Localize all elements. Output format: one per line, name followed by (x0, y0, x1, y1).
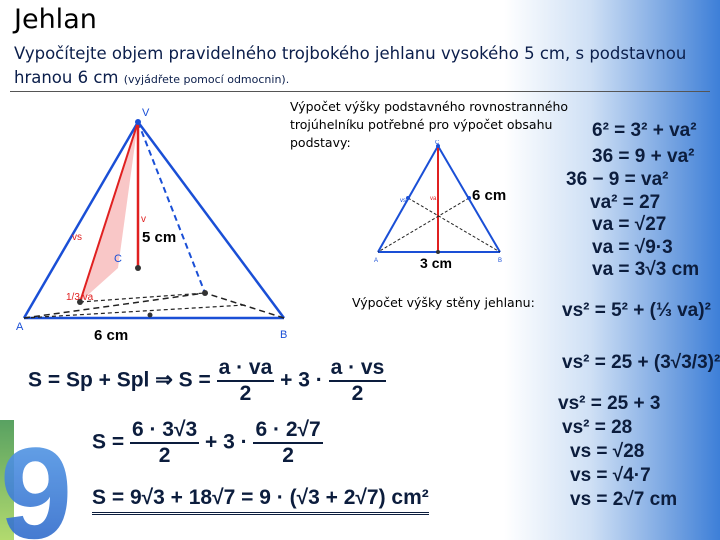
surface-eq1-frac2 (329, 356, 387, 406)
vs-equation-7: vs = 2√7 cm (570, 489, 678, 510)
va-equation-5: va = √27 (592, 214, 667, 235)
va-equation-4: va² = 27 (590, 192, 661, 213)
note-base-height: Výpočet výšky podstavného rovnostranného trojúhelníku potřebné pro výpočet obsahu podstavy: (290, 99, 569, 150)
va-equation-7: va = 3√3 cm (592, 259, 700, 280)
surface-equation-3: S = 9√3 + 18√7 = 9 · (√3 + 2√7) cm² (92, 486, 429, 515)
vs-equation-5: vs = √28 (570, 441, 645, 462)
task-hint: (vyjádřete pomocí odmocnin). (123, 73, 290, 86)
vs-equation-4: vs² = 28 (562, 417, 633, 438)
tri-label-side: 6 cm (472, 187, 507, 204)
surface-eq2-lhs: S = (92, 430, 125, 454)
surface-equation-2 (92, 418, 323, 468)
va-equation-2: 36 = 9 + va² (592, 146, 695, 167)
pyramid-figure (10, 100, 300, 345)
surface-eq2-frac1 (130, 418, 199, 468)
divider (10, 91, 710, 92)
label-v: v (141, 214, 146, 225)
surface-eq1-plus: + 3 · (280, 368, 323, 392)
label-vs: vs (72, 232, 82, 243)
tri-label-base: 3 cm (420, 255, 452, 268)
label-third: 1/3 va (66, 292, 94, 303)
surface-eq2-frac2-num: 6 · 2√7 (253, 418, 322, 444)
surface-eq2-frac2-den: 2 (282, 444, 294, 467)
triangle-figure (372, 140, 520, 268)
label-height: 5 cm (142, 229, 177, 246)
surface-equation-1 (28, 356, 386, 406)
label-apex: V (142, 107, 150, 119)
surface-eq1-frac1-den: 2 (239, 382, 252, 405)
vs-equation-6: vs = √4·7 (570, 465, 651, 486)
tri-label-a: A (374, 258, 379, 264)
surface-eq2-frac1-num: 6 · 3√3 (130, 418, 199, 444)
surface-eq1-frac1-num: a · va (217, 356, 275, 382)
surface-eq1-frac2-num: a · vs (329, 356, 387, 382)
surface-eq2-frac2 (253, 418, 322, 468)
surface-eq1-frac2-den: 2 (351, 382, 364, 405)
vs-equation-1: vs² = 5² + (⅓ va)² (562, 300, 711, 321)
label-c: C (114, 253, 122, 265)
task-text (14, 42, 714, 92)
page-title: Jehlan (14, 4, 97, 35)
va-equation-3: 36 − 9 = va² (566, 169, 669, 190)
note-face-height: Výpočet výšky stěny jehlanu: (352, 295, 535, 310)
tri-label-vs: vs (400, 198, 406, 204)
label-a: A (16, 321, 24, 333)
va-equation-6: va = √9·3 (592, 237, 673, 258)
surface-eq2-frac1-den: 2 (158, 444, 171, 467)
tri-label-va: va (430, 196, 437, 202)
surface-eq1-frac1 (217, 356, 275, 406)
vs-equation-3: vs² = 25 + 3 (558, 393, 661, 414)
tri-label-c: C (435, 140, 440, 146)
tri-label-b: B (498, 258, 503, 264)
label-b: B (280, 329, 288, 341)
task-statement: Vypočítejte objem pravidelného trojbokého jehlanu vysokého 5 cm, s podstavnou hranou 6 cm (14, 44, 687, 87)
va-equation-1: 6² = 3² + va² (592, 120, 697, 141)
decorative-nine (0, 420, 102, 540)
label-edge: 6 cm (94, 327, 129, 344)
vs-equation-2: vs² = 25 + (3√3/3)² (562, 352, 720, 373)
surface-eq2-plus: + 3 · (205, 430, 248, 454)
surface-eq1-lhs: S = Sp + Spl ⇒ S = (28, 368, 211, 392)
svg-text:9: 9 (0, 420, 73, 540)
